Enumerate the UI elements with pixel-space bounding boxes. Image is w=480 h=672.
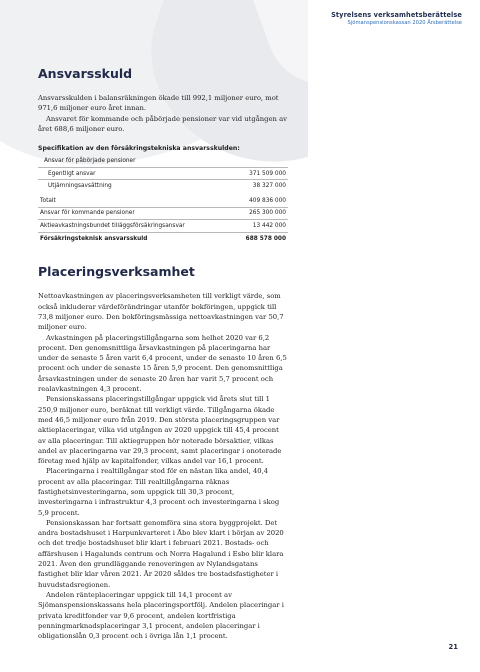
table-row <box>38 208 288 221</box>
row-value: 13 442 000 <box>252 222 286 229</box>
table-row <box>38 155 288 168</box>
paragraph: Ansvarsskulden i balansräkningen ökade till 992,1 miljoner euro, mot 971,6 miljoner euro året innan. <box>38 94 279 113</box>
section-heading-ansvarsskuld: Ansvarsskuld <box>38 66 133 81</box>
paragraph: Avkastningen på placeringstillgångarna som helhet 2020 var 6,2 procent. Den genomsnittliga årsavkastningen på placeringarna har under de senaste 5 åren varit 6,4 procent, under de senaste 10 åren 6,5 procent och under de senaste 15 åren 5,9 procent. Den genomsnittliga årsavkastningen under de senaste 20 åren har varit 5,7 procent och realavkastningen 4,3 procent. <box>38 333 287 394</box>
main-content <box>38 66 288 641</box>
paragraph: Nettoavkastningen av placeringsverksamheten till verkligt värde, som också inkluderar värdeförändringar utanför bokföringen, uppgick till 73,8 miljoner euro. Den bokföringsmässiga nettoavkastningen var 50,7 miljoner euro. <box>38 292 284 332</box>
paragraph: Andelen ränteplaceringar uppgick till 14,1 procent av Sjömanspensionskassans hela placeringsportfölj. Andelen placeringar i privata kreditfonder var 9,6 procent, andelen kortfristiga penningmarknadsplaceringar 3,1 procent, andelen placeringar i obligationslån 0,3 procent och i övriga lån 1,1 procent. <box>38 590 284 641</box>
row-value: 409 836 000 <box>249 197 286 204</box>
paragraph: Placeringarna i realtillgångar stod för en nästan lika andel, 40,4 procent av alla placeringar. Till realtillgångarna räknas fastighetsinvesteringarna, som uppgick till 30,3 procent, investeringarna i infrastruktur 4,3 procent och investeringarna i skog 5,9 procent. <box>38 467 280 517</box>
running-header <box>331 11 462 26</box>
page-number: 21 <box>448 643 458 651</box>
row-label: Ansvar för påbörjade pensioner <box>44 157 136 164</box>
row-value: 38 327 000 <box>252 183 286 190</box>
row-label: Egentligt ansvar <box>48 170 96 177</box>
row-label: Aktieavkastningsbundet tilläggsförsäkringsansvar <box>40 222 185 229</box>
section-placeringsverksamhet <box>38 264 288 641</box>
right-margin-panel <box>308 0 480 672</box>
row-value: 265 300 000 <box>249 210 286 217</box>
table-row <box>38 195 288 208</box>
row-value: 688 578 000 <box>245 235 286 242</box>
header-title: Styrelsens verksamhetsberättelse <box>331 11 462 19</box>
row-value: 371 509 000 <box>249 170 286 177</box>
table-row <box>38 220 288 233</box>
table-row <box>38 180 288 192</box>
specification-heading: Specifikation av den försäkringstekniska ansvarsskulden: <box>38 145 240 153</box>
table-row <box>38 168 288 181</box>
paragraph: Pensionskassans placeringstillgångar uppgick vid årets slut till 1 250,9 miljoner euro, beräknat till verkligt värde. Tillgångarna ökade med 46,5 miljoner euro från 2019. Den största placeringsgruppen var aktieplaceringar, vilka vid utgången av 2020 uppgick till 45,4 procent av alla placeringar. Till aktiegruppen hör noterade börsaktier, vilkas andel av placeringarna var 29,3 procent, samt placeringar i onoterade företag med hjälp av kapitalfonder, vilkas andel var 16,1 procent. <box>38 395 282 466</box>
row-label: Ansvar för kommande pensioner <box>40 210 135 217</box>
liability-table <box>38 155 288 244</box>
row-label: Försäkringsteknisk ansvarsskuld <box>40 235 148 242</box>
table-total-row <box>38 233 288 245</box>
header-subtitle: Sjömanspensionskassan 2020 Årsberättelse <box>347 20 462 26</box>
section-heading-placeringsverksamhet: Placeringsverksamhet <box>38 264 195 280</box>
row-label: Utjämningsavsättning <box>48 183 112 190</box>
paragraph: Ansvaret för kommande och påbörjade pensioner var vid utgången av året 688,6 miljoner euro. <box>38 114 287 133</box>
row-label: Totalt <box>40 197 56 204</box>
paragraph: Pensionskassan har fortsatt genomföra sina stora byggprojekt. Det andra bostadshuset i Harpunkvarteret i Åbo blev klart i början av 2020 och det tredje bostadshuset blir klart i februari 2021. Bostads- och affärshusen i Hagalunds centrum och Norra Hagalund i Esbo blir klara 2021. Även den grundläggande renoveringen av Nylandsgatans fastighet blir klar våren 2021. År 2020 såldes tre bostadsfastigheter i huvudstadsregionen. <box>38 518 284 589</box>
